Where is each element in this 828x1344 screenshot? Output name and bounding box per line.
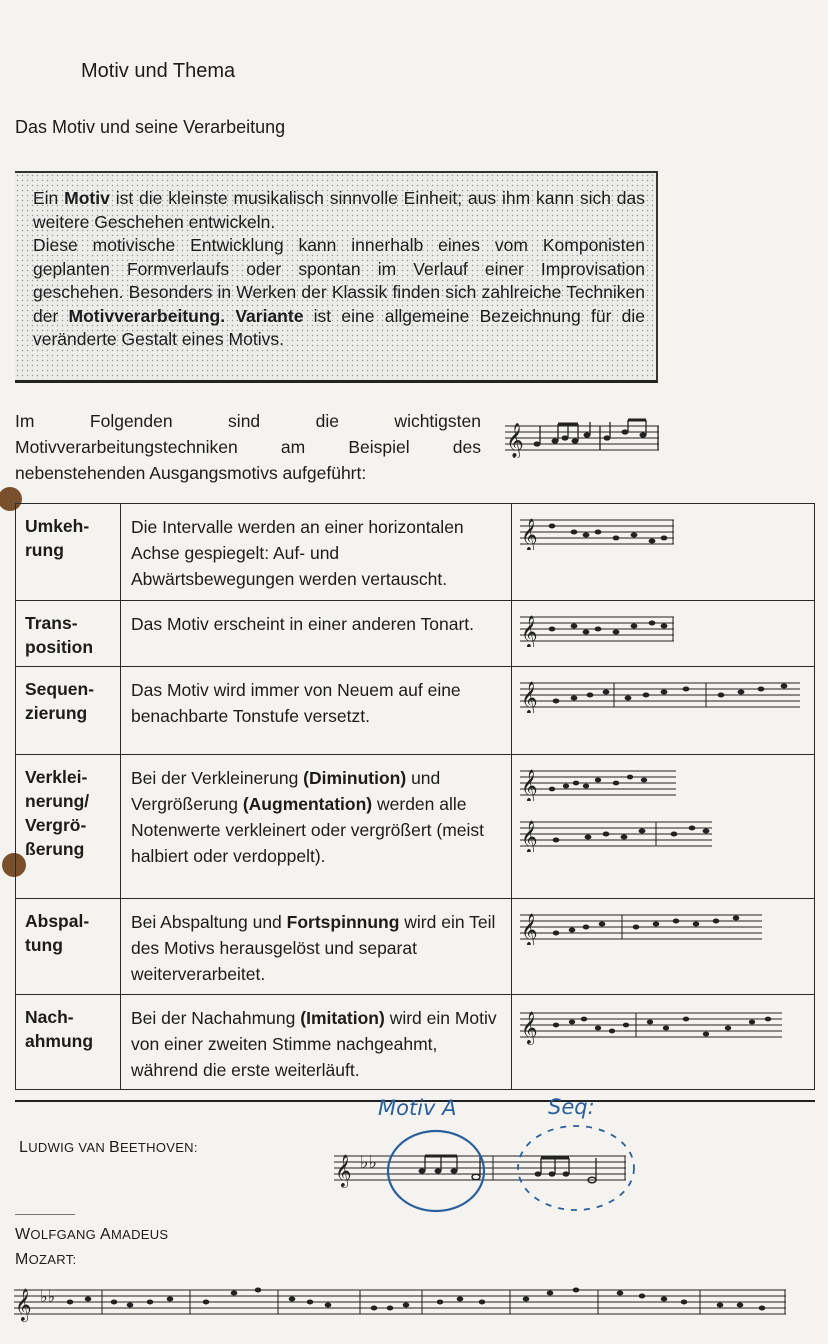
term-cell: Umkeh-rung <box>16 504 121 601</box>
term-cell: Trans-position <box>16 601 121 667</box>
techniques-table <box>15 503 815 1090</box>
example-cell <box>512 995 815 1090</box>
desc-cell: Bei der Nachahmung (Imitation) wird ein Motiv von einer zweiten Stimme nachgeahmt, während die erste weiterläuft. <box>120 995 511 1090</box>
handwritten-seq-label: Seq: <box>548 1095 595 1119</box>
svg-text:𝄞: 𝄞 <box>521 682 538 713</box>
music-example-staff <box>516 1001 786 1047</box>
example-cell <box>512 899 815 995</box>
svg-text:𝄞: 𝄞 <box>506 423 524 458</box>
table-row <box>16 504 815 601</box>
term-cell: Nach-ahmung <box>16 995 121 1090</box>
svg-text:𝄞: 𝄞 <box>521 1012 538 1043</box>
short-rule <box>15 1214 75 1215</box>
intro-text: Im Folgenden sind die wichtigsten Motivverarbeitungstechniken am Beispiel des nebenstehenden Ausgangsmotivs aufgeführt: <box>15 411 481 483</box>
music-example-staff <box>516 673 802 713</box>
desc-cell: Das Motiv wird immer von Neuem auf eine benachbarte Tonstufe versetzt. <box>120 667 511 755</box>
svg-text:𝄞: 𝄞 <box>521 616 538 647</box>
desc-cell: Bei Abspaltung und Fortspinnung wird ein Teil des Motivs herausgelöst und separat weiterverarbeitet. <box>120 899 511 995</box>
music-example-staff <box>516 607 676 647</box>
svg-text:𝄞: 𝄞 <box>335 1155 352 1186</box>
beethoven-motif-staff <box>330 1118 640 1218</box>
definition-text: Ein Motiv ist die kleinste musikalisch sinnvolle Einheit; aus ihm kann sich das weitere Geschehen entwickeln. Diese motivische Entwicklung kann innerhalb eines vom Komponisten geplanten Formverlaufs oder spontan im Verlauf einer Improvisation geschehen. Besonders in Werken der Klassik finden sich zahlreiche Techniken der Motivverarbeitung. Variante ist eine allgemeine Bezeichnung für die veränderte Gestalt eines Motivs. <box>33 188 646 349</box>
table-row <box>16 755 815 899</box>
mozart-label: WOLFGANG AMADEUS MOZART: <box>15 1226 169 1268</box>
svg-text:𝄞: 𝄞 <box>521 914 538 945</box>
example-cell <box>512 667 815 755</box>
term-cell: Abspal-tung <box>16 899 121 995</box>
mozart-theme-staff <box>10 1278 790 1328</box>
svg-text:𝄞: 𝄞 <box>521 770 538 801</box>
desc-cell: Das Motiv erscheint in einer anderen Tonart. <box>120 601 511 667</box>
definition-box <box>15 171 658 383</box>
beethoven-label: LUDWIG VAN BEETHOVEN: <box>19 1139 198 1156</box>
section-heading: Das Motiv und seine Verarbeitung <box>15 117 286 137</box>
music-example-staff <box>516 905 766 945</box>
table-row <box>16 667 815 755</box>
example-cell <box>512 504 815 601</box>
handwritten-motiv-label: Motiv A <box>378 1096 457 1120</box>
svg-text:𝄞: 𝄞 <box>521 821 538 852</box>
example-cell <box>512 601 815 667</box>
svg-text:𝄞: 𝄞 <box>15 1289 32 1320</box>
example-cell <box>512 755 815 899</box>
music-example-staff <box>516 812 716 852</box>
table-row <box>16 899 815 995</box>
desc-cell: Bei der Verkleinerung (Diminution) und Vergrößerung (Augmentation) werden alle Notenwerte verkleinert oder vergrößert (meist halbiert oder verdoppelt). <box>120 755 511 899</box>
desc-cell: Die Intervalle werden an einer horizontalen Achse gespiegelt: Auf- und Abwärtsbewegungen werden vertauscht. <box>120 504 511 601</box>
page-title: Motiv und Thema <box>81 60 236 82</box>
table-row <box>16 995 815 1090</box>
term-cell: Sequen-zierung <box>16 667 121 755</box>
svg-text:♭♭: ♭♭ <box>360 1152 377 1172</box>
table-row <box>16 601 815 667</box>
music-example-staff <box>516 510 676 550</box>
svg-text:𝄞: 𝄞 <box>521 519 538 550</box>
music-example-staff <box>516 761 716 801</box>
term-cell: Verklei-nerung/ Vergrö-ßerung <box>16 755 121 899</box>
original-motif-staff <box>503 418 661 458</box>
svg-text:♭♭: ♭♭ <box>40 1289 56 1306</box>
